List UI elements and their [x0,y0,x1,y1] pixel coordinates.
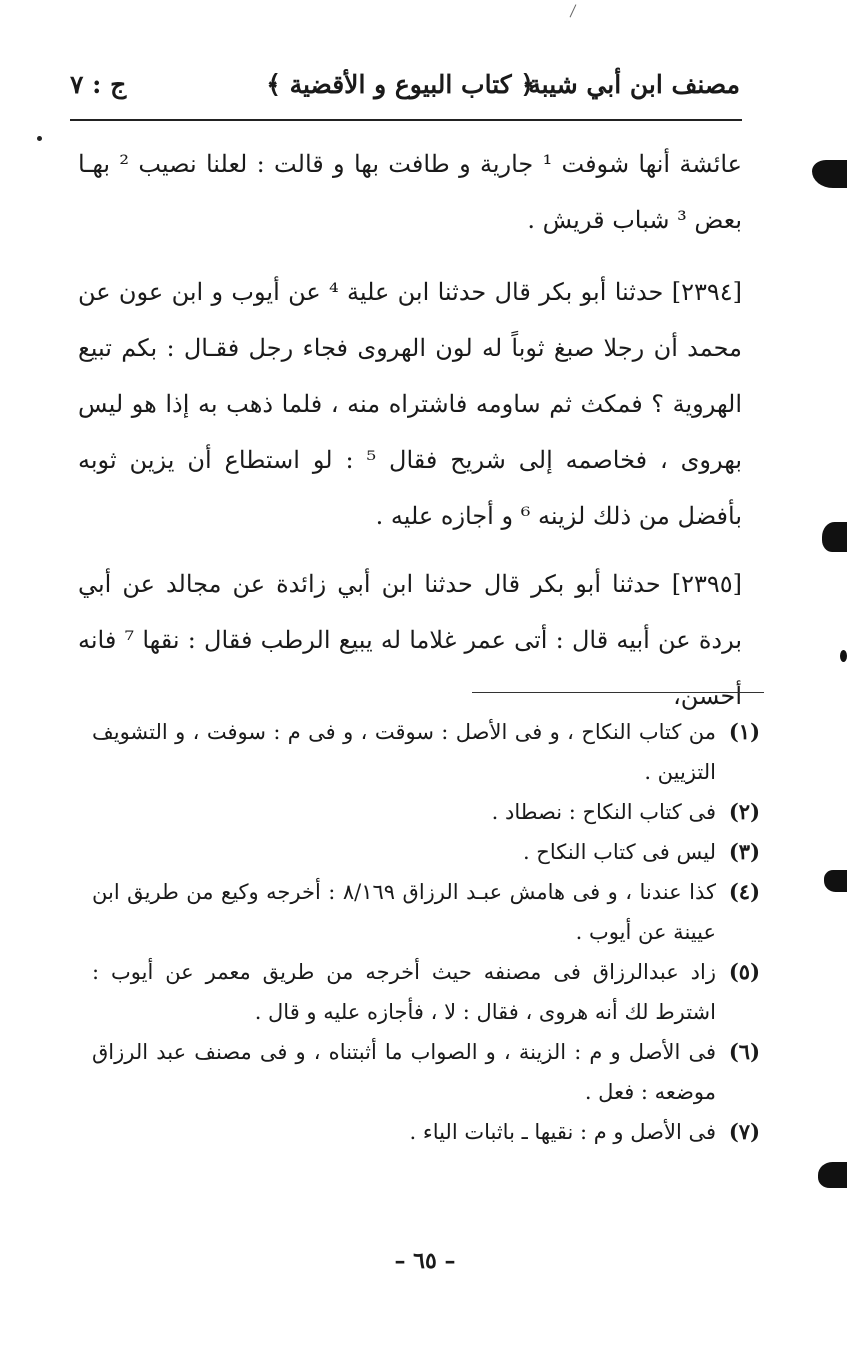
footnote-text: فى الأصل و م : الزينة ، و الصواب ما أثبتناه ، و فى مصنف عبد الرزاق موضعه : فعل . [92,1040,716,1104]
scan-blot [818,1162,847,1188]
volume-label: ج : ٧ [70,70,127,99]
footnote-text: كذا عندنا ، و فى هامش عبـد الرزاق ٨/١٦٩ : أخرجه وكيع من طريق ابن عيينة عن أيوب . [92,880,716,944]
footnote-4 [92,872,760,952]
footnote-number: (٣) [728,839,760,864]
footnote-6 [92,1032,760,1112]
paragraph-continuation: عائشة أنها شوفت ¹ جارية و طافت بها و قالت : لعلنا نصيب ² بهـا بعض ³ شباب قريش . [78,150,743,234]
scan-blot [822,522,847,552]
footnote-number: (٥) [728,959,760,984]
main-text [78,136,742,736]
ink-dot [37,136,42,141]
footnote-2 [92,792,760,832]
footnote-text: زاد عبدالرزاق فى مصنفه حيث أخرجه من طريق معمر عن أيوب : اشترط لك أنه هروى ، فقال : لا ، فأجازه عليه و قال . [92,960,716,1024]
footnote-text: ليس فى كتاب النكاح . [522,840,716,864]
hadith-2395: [٢٣٩٥] حدثنا أبو بكر قال حدثنا ابن أبي زائدة عن مجالد عن أبي بردة عن أبيه قال : أتى عمر غلاما له يبيع الرطب فقال : نقها ⁷ فانه أحسن، [78,570,743,710]
running-header [70,66,740,118]
scan-blot [824,870,847,892]
footnote-3 [92,832,760,872]
footnote-number: (١) [728,719,760,744]
footnote-number: (٦) [728,1039,760,1064]
footnote-5 [92,952,760,1032]
scan-blot [840,650,847,662]
footnote-1 [92,712,760,792]
header-rule [70,119,742,121]
footnote-number: (٤) [728,879,760,904]
scan-blot [812,160,847,188]
footnote-number: (٢) [728,799,760,824]
scan-mark [570,4,586,21]
footnote-text: من كتاب النكاح ، و فى الأصل : سوقت ، و فى م : سوفت ، و التشويف التزيين . [92,720,716,784]
footnote-7 [92,1112,760,1152]
hadith-2394: [٢٣٩٤] حدثنا أبو بكر قال حدثنا ابن علية ⁴ عن أيوب و ابن عون عن محمد أن رجلا صبغ ثوباً له لون الهروى فجاء رجل فقـال : بكم تبيع الهروية ؟ فمكث ثم ساومه فاشتراه منه ، فلما ذهب به إذا هو ليس بهروى ، فخاصمه إلى شريح فقال ⁵ : لو استطاع أن يزين ثوبه بأفضل من ذلك لزينه ⁶ و أجازه عليه . [78,278,742,530]
footnote-text: فى كتاب النكاح : نصطاد . [491,800,716,824]
book-title: مصنف ابن أبي شيبة [528,70,740,99]
section-title: ﴿ كتاب البيوع و الأقضية ﴾ [266,70,535,99]
footnotes [92,712,760,1152]
page-number: – ٦٥ – [394,1248,456,1274]
footnote-number: (٧) [728,1119,760,1144]
footnote-text: فى الأصل و م : نقيها ـ باثبات الياء . [409,1120,716,1144]
footnote-rule [472,692,764,693]
